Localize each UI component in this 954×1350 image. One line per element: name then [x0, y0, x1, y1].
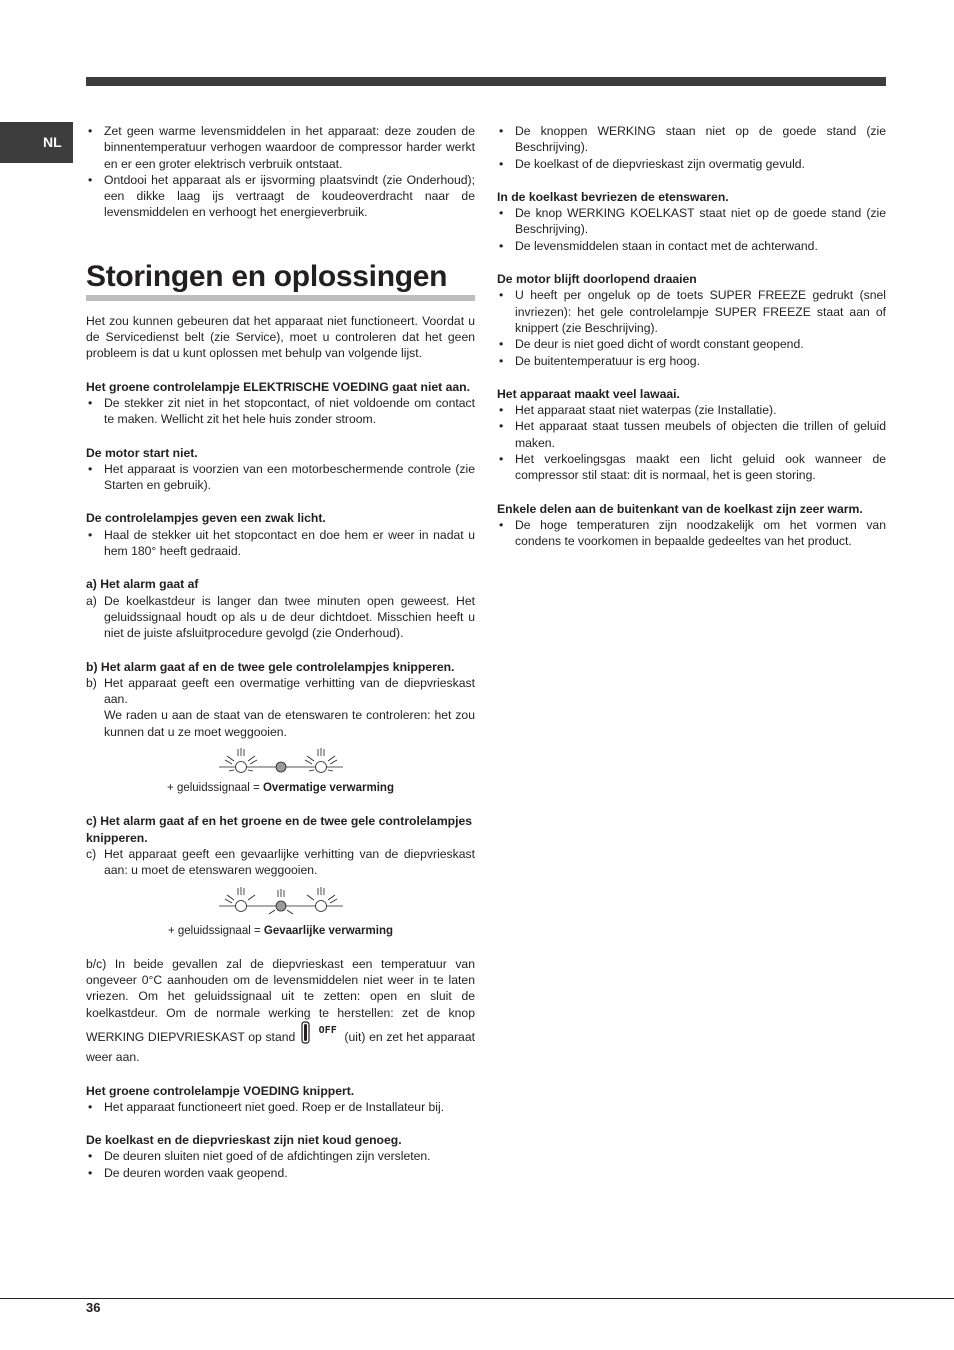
section-heading: In de koelkast bevriezen de etenswaren.	[497, 189, 729, 204]
language-tab: NL	[0, 122, 73, 163]
list-item: • Het apparaat functioneert niet goed. Roep er de Installateur bij.	[86, 1099, 475, 1115]
alarm-c-text	[86, 846, 475, 879]
list-marker: c)	[86, 846, 97, 861]
footer-rule	[0, 1298, 954, 1299]
list-item: • De buitentemperatuur is erg hoog.	[497, 353, 886, 369]
list-item: • U heeft per ongeluk op de toets SUPER FREEZE gedrukt (snel invriezen): het gele controlelampje SUPER FREEZE staat aan of knippert (zie Beschrijving).	[497, 287, 886, 336]
caption-prefix: + geluidssignaal =	[167, 782, 263, 795]
off-label: OFF	[318, 1024, 337, 1036]
paragraph-text: b/c) In beide gevallen zal de diepvrieskast een temperatuur van ongeveer 0°C aanhouden om de levensmiddelen niet weer in te laten vriezen. Om het geluidssignaal uit te zetten: open en sluit de koelkastdeur. Om de normale werking te herstellen: zet de knop WERKING DIEPVRIESKAST op stand	[86, 956, 475, 1044]
caption-label: Gevaarlijke verwarming	[263, 924, 394, 937]
list-item: • Haal de stekker uit het stopcontact en doe hem er weer in nadat u hem 180° heeft gedraaid.	[86, 527, 475, 560]
left-column	[86, 123, 475, 1181]
paragraph: We raden u aan de staat van de etenswaren te controleren: het zou kunnen dat u ze moet weggooien.	[104, 708, 475, 739]
section-heading: Het apparaat maakt veel lawaai.	[497, 386, 680, 401]
header-bar	[86, 77, 886, 86]
paragraph-text: (uit) en zet het apparaat weer aan.	[86, 1029, 475, 1065]
list-item: • De hoge temperaturen zijn noodzakelijk om het vormen van condens te voorkomen in bepaalde gedeeltes van het product.	[497, 517, 886, 550]
three-lamps-blinking-icon	[219, 885, 343, 919]
intro-bullet-list	[86, 123, 475, 221]
section-heading: De koelkast en de diepvrieskast zijn niet koud genoeg.	[86, 1133, 402, 1148]
list-item: • Het apparaat is voorzien van een motorbeschermende controle (zie Starten en gebruik).	[86, 461, 475, 494]
paragraph: Het apparaat geeft een gevaarlijke verhitting van de diepvrieskast aan: u moet de etenswaren weggooien.	[104, 846, 475, 878]
list-item: • De deuren sluiten niet goed of de afdichtingen zijn versleten.	[86, 1148, 475, 1164]
page-number: 36	[86, 1300, 101, 1315]
caption-label: Overmatige verwarming	[262, 782, 394, 795]
list-item: • Het verkoelingsgas maakt een licht geluid ook wanneer de compressor stil staat: dit is normaal, het is geen storing.	[497, 451, 886, 484]
two-yellow-lamps-blinking-icon	[219, 746, 343, 776]
alarm-b-text-2	[86, 707, 475, 740]
page-title: Storingen en oplossingen	[86, 259, 475, 301]
list-marker: b)	[86, 675, 97, 690]
list-item: • De koelkast of de diepvrieskast zijn overmatig gevuld.	[497, 156, 886, 172]
paragraph: Het apparaat geeft een overmatige verhitting van de diepvrieskast aan.	[104, 675, 475, 707]
right-column	[497, 123, 886, 550]
section-heading: De motor blijft doorlopend draaien	[497, 272, 697, 287]
list-item: • Het apparaat staat tussen meubels of objecten die trillen of geluid maken.	[497, 418, 886, 451]
section-heading: b) Het alarm gaat af en de twee gele controlelampjes knipperen.	[86, 659, 455, 674]
section-heading: Enkele delen aan de buitenkant van de koelkast zijn zeer warm.	[497, 501, 863, 516]
section-heading: De controlelampjes geven een zwak licht.	[86, 511, 326, 526]
list-item: • De knoppen WERKING staan niet op de goede stand (zie Beschrijving).	[497, 123, 886, 156]
list-item: • De stekker zit niet in het stopcontact, of niet voldoende om contact te maken. Wellicht zit het hele huis zonder stroom.	[86, 395, 475, 428]
list-item: • Zet geen warme levensmiddelen in het apparaat: deze zouden de binnentemperatuur verhogen waardoor de compressor harder werkt en er een groter elektrisch verbruik ontstaat.	[86, 123, 475, 172]
list-marker: a)	[86, 593, 97, 608]
bc-paragraph	[86, 956, 475, 1066]
list-item: • De deur is niet goed dicht of wordt constant geopend.	[497, 336, 886, 352]
intro-paragraph: Het zou kunnen gebeuren dat het apparaat niet functioneert. Voordat u de Servicedienst belt (zie Service), moet u controleren dat het geen probleem is dat u kunt oplossen met behulp van volgende lijst.	[86, 313, 475, 361]
section-heading: c) Het alarm gaat af en het groene en de twee gele controlelampjes knipperen.	[86, 814, 473, 845]
list-item: • De knop WERKING KOELKAST staat niet op de goede stand (zie Beschrijving).	[497, 205, 886, 238]
caption-prefix: + geluidssignaal =	[167, 924, 264, 937]
paragraph: De koelkastdeur is langer dan twee minuten open geweest. Het geluidssignaal houdt op als u de deur dichtdoet. Misschien heeft u niet de juiste afsluitprocedure gevolgd (zie Onderhoud).	[104, 593, 475, 641]
list-item: • Ontdooi het apparaat als er ijsvorming plaatsvindt (zie Onderhoud); een dikke laag ijs vertraagt de koudeoverdracht naar de levensmiddelen en verhoogt het energieverbruik.	[86, 172, 475, 221]
alarm-a-text	[86, 593, 475, 642]
section-heading: De motor start niet.	[86, 445, 198, 460]
list-item: • Het apparaat staat niet waterpas (zie Installatie).	[497, 402, 886, 418]
section-heading: a) Het alarm gaat af	[86, 577, 199, 592]
list-item: • De deuren worden vaak geopend.	[86, 1165, 475, 1181]
list-item: • De levensmiddelen staan in contact met de achterwand.	[497, 238, 886, 254]
section-heading: Het groene controlelampje VOEDING knippert.	[86, 1083, 355, 1098]
lamp-caption	[86, 780, 475, 796]
section-heading: Het groene controlelampje ELEKTRISCHE VOEDING gaat niet aan.	[86, 379, 470, 394]
alarm-b-text	[86, 675, 475, 708]
lamp-caption	[86, 923, 475, 939]
